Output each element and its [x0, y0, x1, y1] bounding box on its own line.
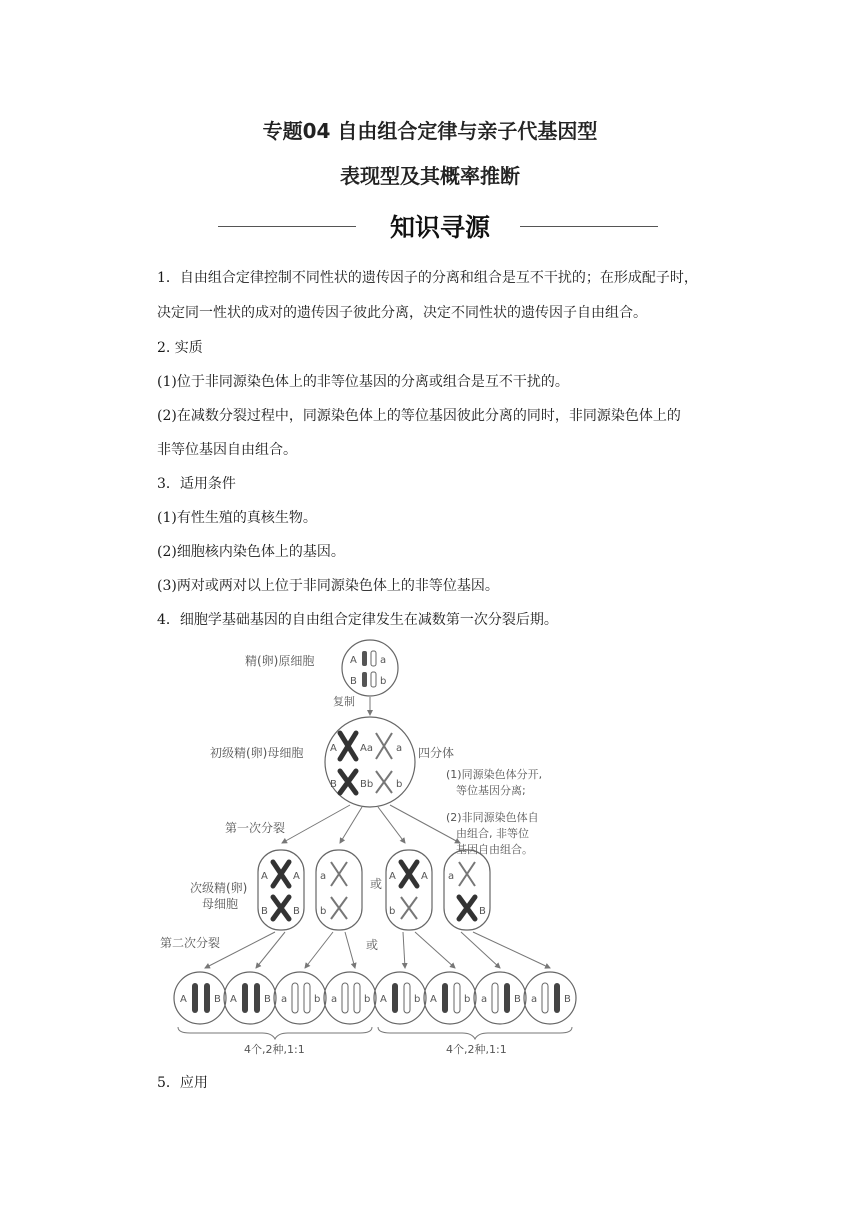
paragraph-2-heading: 2. 实质: [157, 340, 203, 356]
gene-label: B: [350, 676, 357, 687]
chromosome-x-a-icon: [376, 733, 392, 759]
gene-label: B: [264, 994, 271, 1005]
arrow-first-division: [378, 807, 405, 843]
label-replicate: 复制: [333, 695, 355, 708]
gene-label: b: [364, 994, 371, 1005]
chromosome-A-icon: [362, 651, 367, 666]
paragraph-3-item3: (3)两对或两对以上位于非同源染色体上的非等位基因。: [157, 578, 499, 594]
chromosome-x-A-icon: [401, 862, 417, 886]
gene-label: A: [293, 871, 300, 882]
gene-label: A: [350, 655, 357, 666]
label-or: 或: [370, 877, 383, 891]
gene-label: Bb: [360, 779, 374, 790]
chromosome-A-icon: [392, 983, 398, 1013]
gene-label: B: [261, 906, 268, 917]
secondary-cell: [444, 850, 490, 930]
label-first-division: 第一次分裂: [225, 821, 286, 835]
page-title-line2: 表现型及其概率推断: [340, 164, 520, 188]
chromosome-b-icon: [354, 983, 360, 1013]
gene-label: A: [330, 743, 337, 754]
paragraph-3-item2: (2)细胞核内染色体上的基因。: [157, 544, 345, 560]
note-2b: 由组合, 非等位: [456, 827, 529, 840]
paragraph-4: 4．细胞学基础基因的自由组合定律发生在减数第一次分裂后期。: [157, 612, 558, 628]
chromosome-x-a-icon: [331, 862, 347, 886]
label-count-left: 4个,2种,1:1: [244, 1043, 305, 1055]
gene-label: a: [481, 994, 488, 1005]
gene-label: b: [389, 906, 396, 917]
chromosome-b-icon: [371, 672, 376, 687]
gene-label: A: [380, 994, 387, 1005]
paragraph-2-item2-line2: 非等位基因自由组合。: [157, 442, 297, 458]
chromosome-x-B-icon: [273, 897, 289, 919]
arrow-first-division: [340, 807, 362, 843]
paragraph-3-item1: (1)有性生殖的真核生物。: [157, 510, 317, 526]
banner-rule-right: [520, 226, 658, 227]
section-banner: [0, 206, 860, 246]
label-primordial-cell: 精(卵)原细胞: [245, 654, 315, 668]
chromosome-x-b-icon: [331, 897, 347, 919]
gene-label: A: [261, 871, 268, 882]
chromosome-b-icon: [304, 983, 310, 1013]
chromosome-B-icon: [362, 672, 367, 687]
arrow-second-division: [415, 932, 455, 968]
gene-label: B: [330, 779, 337, 790]
banner-rule-left: [218, 226, 356, 227]
note-1b: 等位基因分离;: [456, 784, 526, 797]
meiosis-diagram: [150, 635, 590, 1055]
label-secondary-cell-b: 母细胞: [202, 897, 239, 911]
chromosome-a-icon: [542, 983, 548, 1013]
label-secondary-cell-a: 次级精(卵): [190, 881, 248, 895]
paragraph-3-heading: 3．适用条件: [157, 476, 236, 492]
chromosome-x-A-icon: [273, 862, 289, 886]
chromosome-B-icon: [204, 983, 210, 1013]
arrow-second-division: [256, 932, 285, 968]
chromosome-b-icon: [454, 983, 460, 1013]
banner-label: 知识寻源: [389, 213, 490, 242]
gene-label: a: [380, 655, 387, 666]
chromosome-A-icon: [242, 983, 248, 1013]
label-primary-cell: 初级精(卵)母细胞: [210, 746, 304, 760]
secondary-cell: [316, 850, 362, 930]
chromosome-x-b-icon: [376, 771, 392, 793]
chromosome-a-icon: [292, 983, 298, 1013]
paragraph-1-line1: 1．自由组合定律控制不同性状的遗传因子的分离和组合是互不干扰的；在形成配子时，: [157, 270, 698, 286]
primordial-cell: [342, 640, 398, 696]
page-title-line1: 专题04 自由组合定律与亲子代基因型: [262, 119, 598, 143]
brace-right: [378, 1027, 572, 1039]
note-1a: (1)同源染色体分开,: [446, 768, 543, 781]
label-second-division: 第二次分裂: [160, 936, 221, 950]
gene-label: b: [380, 676, 387, 687]
gene-label: a: [320, 871, 327, 882]
gene-label: A: [180, 994, 187, 1005]
gene-label: A: [430, 994, 437, 1005]
arrow-second-division: [345, 932, 355, 968]
gene-label: a: [531, 994, 538, 1005]
paragraph-2-item1: (1)位于非同源染色体上的非等位基因的分离或组合是互不干扰的。: [157, 374, 569, 390]
gene-label: b: [314, 994, 321, 1005]
gene-label: b: [320, 906, 327, 917]
secondary-cell: [258, 850, 304, 930]
gene-label: b: [464, 994, 471, 1005]
arrow-second-division: [461, 932, 500, 968]
gene-label: B: [214, 994, 221, 1005]
chromosome-B-icon: [504, 983, 510, 1013]
chromosome-x-B-icon: [459, 897, 475, 919]
chromosome-a-icon: [371, 651, 376, 666]
gene-label: b: [396, 779, 403, 790]
arrow-second-division: [305, 932, 333, 968]
note-2c: 基因自由组合。: [456, 843, 533, 856]
label-tetrad: 四分体: [418, 746, 455, 760]
secondary-cell: [386, 850, 432, 930]
note-2a: (2)非同源染色体自: [446, 811, 539, 824]
chromosome-x-B-icon: [340, 771, 356, 793]
arrow-first-division: [282, 805, 350, 843]
chromosome-x-a-icon: [459, 862, 475, 886]
gene-label: a: [331, 994, 338, 1005]
label-count-right: 4个,2种,1:1: [446, 1043, 507, 1055]
chromosome-x-b-icon: [401, 897, 417, 919]
gene-label: a: [281, 994, 288, 1005]
brace-left: [178, 1027, 372, 1039]
gene-label: A: [421, 871, 428, 882]
gene-label: B: [564, 994, 571, 1005]
chromosome-A-icon: [192, 983, 198, 1013]
chromosome-A-icon: [442, 983, 448, 1013]
gene-label: B: [514, 994, 521, 1005]
gene-label: A: [389, 871, 396, 882]
gene-label: B: [293, 906, 300, 917]
gene-label: Aa: [360, 743, 373, 754]
chromosome-a-icon: [342, 983, 348, 1013]
chromosome-B-icon: [554, 983, 560, 1013]
chromosome-x-A-icon: [340, 733, 356, 759]
paragraph-2-item2-line1: (2)在减数分裂过程中，同源染色体上的等位基因彼此分离的同时，非同源染色体上的: [157, 408, 681, 424]
chromosome-B-icon: [254, 983, 260, 1013]
chromosome-a-icon: [492, 983, 498, 1013]
label-or: 或: [366, 938, 379, 952]
paragraph-5-heading: 5．应用: [157, 1075, 208, 1091]
gene-label: A: [230, 994, 237, 1005]
gene-label: b: [414, 994, 421, 1005]
gene-label: a: [396, 743, 403, 754]
gene-label: a: [448, 871, 455, 882]
gene-label: B: [479, 906, 486, 917]
paragraph-1-line2: 决定同一性状的成对的遗传因子彼此分离，决定不同性状的遗传因子自由组合。: [157, 305, 647, 321]
chromosome-b-icon: [404, 983, 410, 1013]
arrow-second-division: [403, 932, 405, 968]
arrow-second-division: [473, 932, 550, 968]
